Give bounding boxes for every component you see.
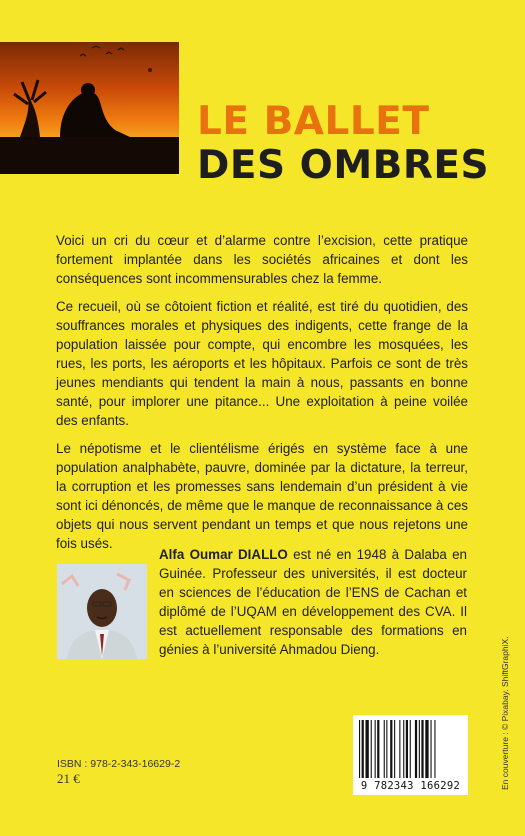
title-line-2: DES OMBRES <box>197 143 490 188</box>
photo-credit: En couverture : © Pixabay. ShiftGraphiX. <box>500 636 510 790</box>
isbn: ISBN : 978-2-343-16629-2 <box>57 758 181 770</box>
book-title <box>197 100 489 188</box>
author-bio-text: est né en 1948 à Dalaba en Guinée. Professeur des universités, il est docteur en sciences de l’éducation de l’ENS de Cachan et diplômé de l’UQAM en développement des CVA. Il est actuellement responsable des formations en génies à l’université Ahmadou Dieng. <box>159 547 468 657</box>
cover-photo <box>0 42 179 174</box>
author-bio <box>159 545 467 659</box>
barcode <box>353 715 468 795</box>
blurb-paragraph: Le népotisme et le clientélisme érigés en système face à une population analphabète, pauvre, dominée par la dictature, la terreur, la corruption et les promesses sans lendemain d’un président à vie sont ici dénoncés, de même que le manque de reconnaissance à ces objets qui nous servent pendant un temps et que nous rejetons une fois usés. <box>56 441 468 551</box>
title-line-1: LE BALLET <box>197 99 430 144</box>
author-name: Alfa Oumar DIALLO <box>159 547 288 562</box>
author-photo <box>57 564 147 659</box>
price: 21 € <box>57 771 80 786</box>
blurb-paragraph: Ce recueil, où se côtoient fiction et réalité, est tiré du quotidien, des souffrances morales et physiques des indigents, cette frange de la population laissée pour compte, qui encombre les mosquées, les rues, les ports, les aéroports et les hôpitaux. Parfois ce sont de très jeunes mendiants qui tendent la main à nous, passants en bonne santé, pour implorer une pitance... Une exploitation à peine voilée des enfants. <box>56 299 468 428</box>
back-cover-blurb <box>56 231 468 562</box>
barcode-digits: 9 782343 166292 <box>360 780 461 792</box>
blurb-paragraph: Voici un cri du cœur et d’alarme contre l’excision, cette pratique fortement implantée dans les sociétés africaines et dont les conséquences sont incommensurables chez la femme. <box>56 233 468 286</box>
